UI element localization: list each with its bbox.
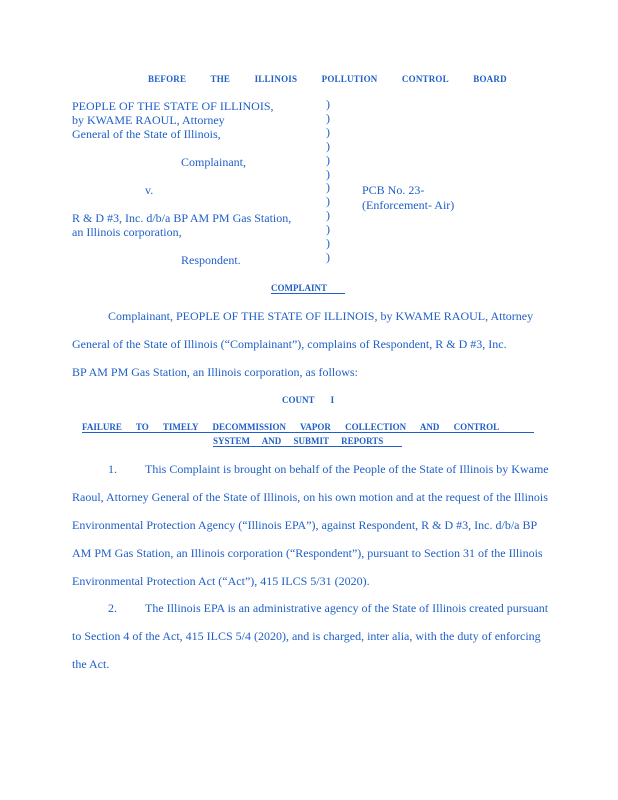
paragraph-1-line-2: Raoul, Attorney General of the State of Illinois, on his own motion and at the request of the Illinois xyxy=(72,490,548,504)
paragraph-2-line-3: the Act. xyxy=(72,657,110,671)
caption-case-type: (Enforcement- Air) xyxy=(362,198,455,212)
caption-complainant: Complainant, xyxy=(181,155,246,169)
caption-parenthesis: ) xyxy=(326,124,330,139)
board-title-word: CONTROL xyxy=(401,74,449,84)
paragraph-1-line-4: AM PM Gas Station, an Illinois corporation (“Respondent”), pursuant to Section 31 of the Illinois xyxy=(72,546,543,560)
caption-parenthesis: ) xyxy=(326,249,330,264)
intro-line-2: General of the State of Illinois (“Complainant”), complains of Respondent, R & D #3, Inc. xyxy=(72,337,507,351)
paragraph-1-line-1: This Complaint is brought on behalf of the People of the State of Illinois by Kwame xyxy=(145,462,549,476)
caption-parenthesis: ) xyxy=(326,138,330,153)
paragraph-2-line-2: to Section 4 of the Act, 415 ILCS 5/4 (2020), and is charged, inter alia, with the duty of enforcing xyxy=(72,629,541,643)
board-title-word: ILLINOIS xyxy=(254,74,298,84)
caption-party1-line2: by KWAME RAOUL, Attorney xyxy=(72,113,225,127)
caption-parenthesis: ) xyxy=(326,236,330,251)
paragraph-1-number: 1. xyxy=(108,462,117,476)
caption-parenthesis: ) xyxy=(326,208,330,223)
board-title-word: THE xyxy=(210,74,231,84)
complaint-title: COMPLAINT xyxy=(271,283,345,294)
board-title xyxy=(148,74,529,84)
caption-party1-line3: General of the State of Illinois, xyxy=(72,127,221,141)
caption-respondent: Respondent. xyxy=(181,253,241,267)
caption-parenthesis: ) xyxy=(326,166,330,181)
intro-line-3: BP AM PM Gas Station, an Illinois corporation, as follows: xyxy=(72,365,358,379)
caption-parenthesis: ) xyxy=(326,110,330,125)
caption-party2-line1: R & D #3, Inc. d/b/a BP AM PM Gas Station, xyxy=(72,211,292,225)
board-title-word: POLLUTION xyxy=(321,74,378,84)
caption-parenthesis: ) xyxy=(326,194,330,209)
caption-parenthesis: ) xyxy=(326,97,330,111)
caption-parenthesis: ) xyxy=(326,152,330,167)
caption-party2-line2: an Illinois corporation, xyxy=(72,225,182,239)
board-title-word: BEFORE xyxy=(148,74,187,84)
paragraph-1-line-3: Environmental Protection Agency (“Illinois EPA”), against Respondent, R & D #3, Inc. d/b/a BP xyxy=(72,518,538,532)
count-subtitle-line-1: FAILURE TO TIMELY DECOMMISSION VAPOR COLLECTION AND CONTROL xyxy=(82,422,534,433)
caption-party1-line1: PEOPLE OF THE STATE OF ILLINOIS, xyxy=(72,99,274,113)
paragraph-2-number: 2. xyxy=(108,601,117,615)
paragraph-1-line-5: Environmental Protection Act (“Act”), 415 ILCS 5/31 (2020). xyxy=(72,574,370,588)
intro-line-1: Complainant, PEOPLE OF THE STATE OF ILLINOIS, by KWAME RAOUL, Attorney xyxy=(108,309,534,323)
caption-case-number: PCB No. 23- xyxy=(362,183,425,197)
caption-parenthesis-column xyxy=(326,98,330,265)
board-title-word: BOARD xyxy=(473,74,507,84)
paragraph-2-line-1: The Illinois EPA is an administrative agency of the State of Illinois created pursuant xyxy=(145,601,549,615)
count-subtitle-line-2: SYSTEM AND SUBMIT REPORTS xyxy=(213,436,402,447)
count-title: COUNT I xyxy=(282,395,335,405)
caption-versus: v. xyxy=(145,183,154,197)
caption-parenthesis: ) xyxy=(326,222,330,237)
caption-parenthesis: ) xyxy=(326,180,330,195)
